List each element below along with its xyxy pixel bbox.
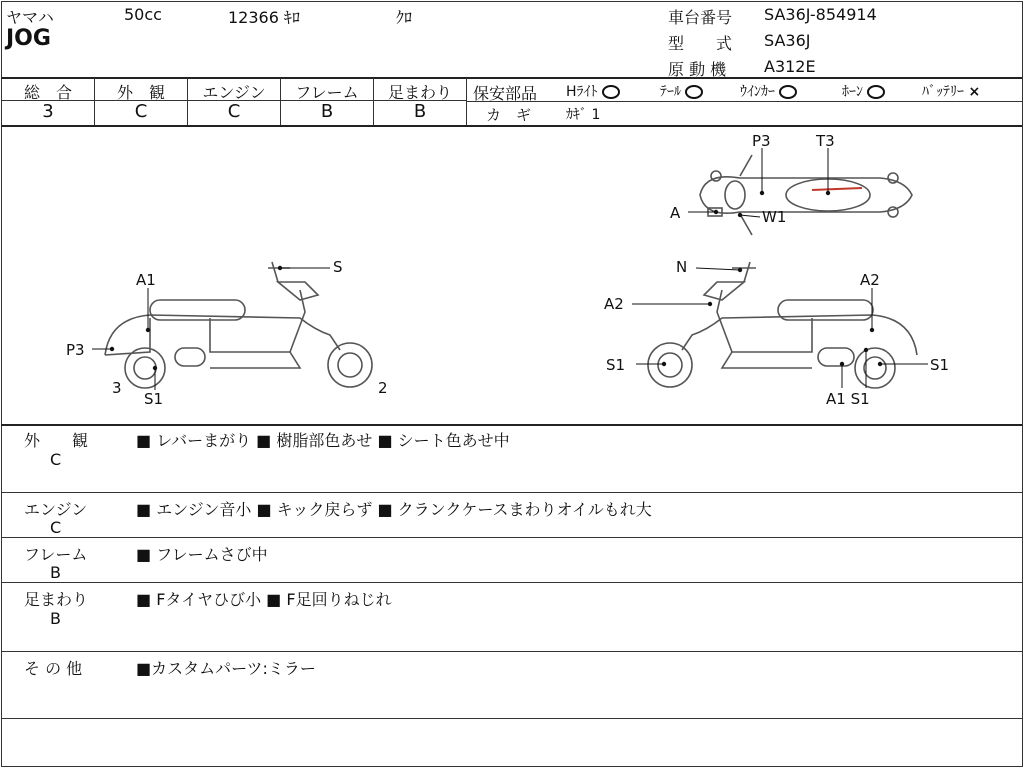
tail-label: ﾃｰﾙ bbox=[660, 84, 681, 100]
mark-p3-left: P3 bbox=[66, 341, 85, 359]
displacement: 50cc bbox=[124, 5, 162, 24]
winker-label: ｳｲﾝｶｰ bbox=[740, 84, 775, 100]
grade-value-suspension: B bbox=[413, 101, 427, 122]
section-grade-engine: C bbox=[50, 518, 62, 537]
ok-circle-icon bbox=[602, 85, 620, 99]
mark-t3-top: T3 bbox=[816, 132, 835, 150]
section-label-engine: エンジン bbox=[24, 500, 88, 519]
engine-label: 原 動 機 bbox=[668, 60, 727, 79]
frame-no-label: 車台番号 bbox=[668, 8, 733, 27]
section-grade-exterior: C bbox=[50, 450, 62, 469]
mark-3-left: 3 bbox=[112, 379, 122, 397]
headlight-label: Hﾗｲﾄ bbox=[566, 84, 598, 100]
scooter-diagram bbox=[0, 126, 1022, 424]
key-label: カ ギ bbox=[486, 106, 532, 124]
grade-label-suspension: 足まわり bbox=[387, 83, 452, 102]
horn-label: ﾎｰﾝ bbox=[842, 84, 863, 100]
section-text-engine: ■ エンジン音小 ■ キック戻らず ■ クランクケースまわりオイルもれ大 bbox=[136, 500, 652, 519]
section-text-frame: ■ フレームさび中 bbox=[136, 545, 268, 564]
type-value: SA36J bbox=[764, 31, 811, 50]
mark-a2-right-rear: A2 bbox=[860, 271, 880, 289]
mark-a1-s1-right: A1 S1 bbox=[826, 390, 870, 408]
grade-label-overall: 総 合 bbox=[23, 83, 72, 102]
mark-s1-right-rear: S1 bbox=[930, 356, 950, 374]
safety-headlight bbox=[566, 81, 620, 101]
battery-label: ﾊﾞｯﾃﾘｰ bbox=[922, 84, 964, 100]
grade-value-overall: 3 bbox=[42, 101, 54, 122]
model-name: JOG bbox=[6, 26, 51, 51]
mark-n-right: N bbox=[676, 258, 688, 276]
maker: ヤマハ bbox=[6, 8, 54, 27]
body-color: ｸﾛ bbox=[396, 8, 413, 27]
mark-p3-top: P3 bbox=[752, 132, 771, 150]
safety-tail bbox=[660, 81, 703, 101]
ok-circle-icon bbox=[685, 85, 703, 99]
top-view-scooter bbox=[700, 155, 912, 235]
mark-s1-right-front: S1 bbox=[606, 356, 626, 374]
engine-value: A312E bbox=[764, 57, 816, 76]
mark-a2-right-front: A2 bbox=[604, 295, 624, 313]
mark-s1-left: S1 bbox=[144, 390, 164, 408]
ok-circle-icon bbox=[867, 85, 885, 99]
safety-horn bbox=[842, 81, 885, 101]
grade-label-engine: エンジン bbox=[202, 83, 266, 102]
mark-s-left: S bbox=[333, 258, 343, 276]
section-label-exterior: 外 観 bbox=[24, 431, 89, 450]
safety-battery bbox=[922, 81, 980, 101]
section-label-suspension: 足まわり bbox=[24, 590, 89, 609]
grade-label-exterior: 外 観 bbox=[116, 83, 165, 102]
grade-value-frame: B bbox=[320, 101, 334, 122]
mileage: 12366 ｷﾛ bbox=[228, 8, 300, 27]
type-label: 型 式 bbox=[668, 34, 733, 53]
mark-w1-top: W1 bbox=[762, 208, 787, 226]
key-value: ｶｷﾞ 1 bbox=[566, 107, 601, 123]
mark-a-top: A bbox=[670, 204, 681, 222]
mark-a1-left: A1 bbox=[136, 271, 156, 289]
grade-value-engine: C bbox=[227, 101, 241, 122]
section-text-exterior: ■ レバーまがり ■ 樹脂部色あせ ■ シート色あせ中 bbox=[136, 431, 510, 450]
mark-2-left: 2 bbox=[378, 379, 388, 397]
section-text-other: ■カスタムパーツ:ミラー bbox=[136, 659, 316, 678]
section-grade-suspension: B bbox=[50, 609, 61, 628]
section-label-other: そ の 他 bbox=[24, 659, 83, 678]
safety-winker bbox=[740, 81, 797, 101]
section-text-suspension: ■ Fタイヤひび小 ■ F足回りねじれ bbox=[136, 590, 392, 609]
safety-parts-label: 保安部品 bbox=[473, 84, 538, 103]
grade-label-frame: フレーム bbox=[295, 83, 359, 102]
ok-circle-icon bbox=[779, 85, 797, 99]
grade-value-exterior: C bbox=[134, 101, 148, 122]
frame-no: SA36J-854914 bbox=[764, 5, 877, 24]
section-grade-frame: B bbox=[50, 563, 61, 582]
section-label-frame: フレーム bbox=[24, 545, 88, 564]
cross-icon: × bbox=[968, 84, 981, 100]
